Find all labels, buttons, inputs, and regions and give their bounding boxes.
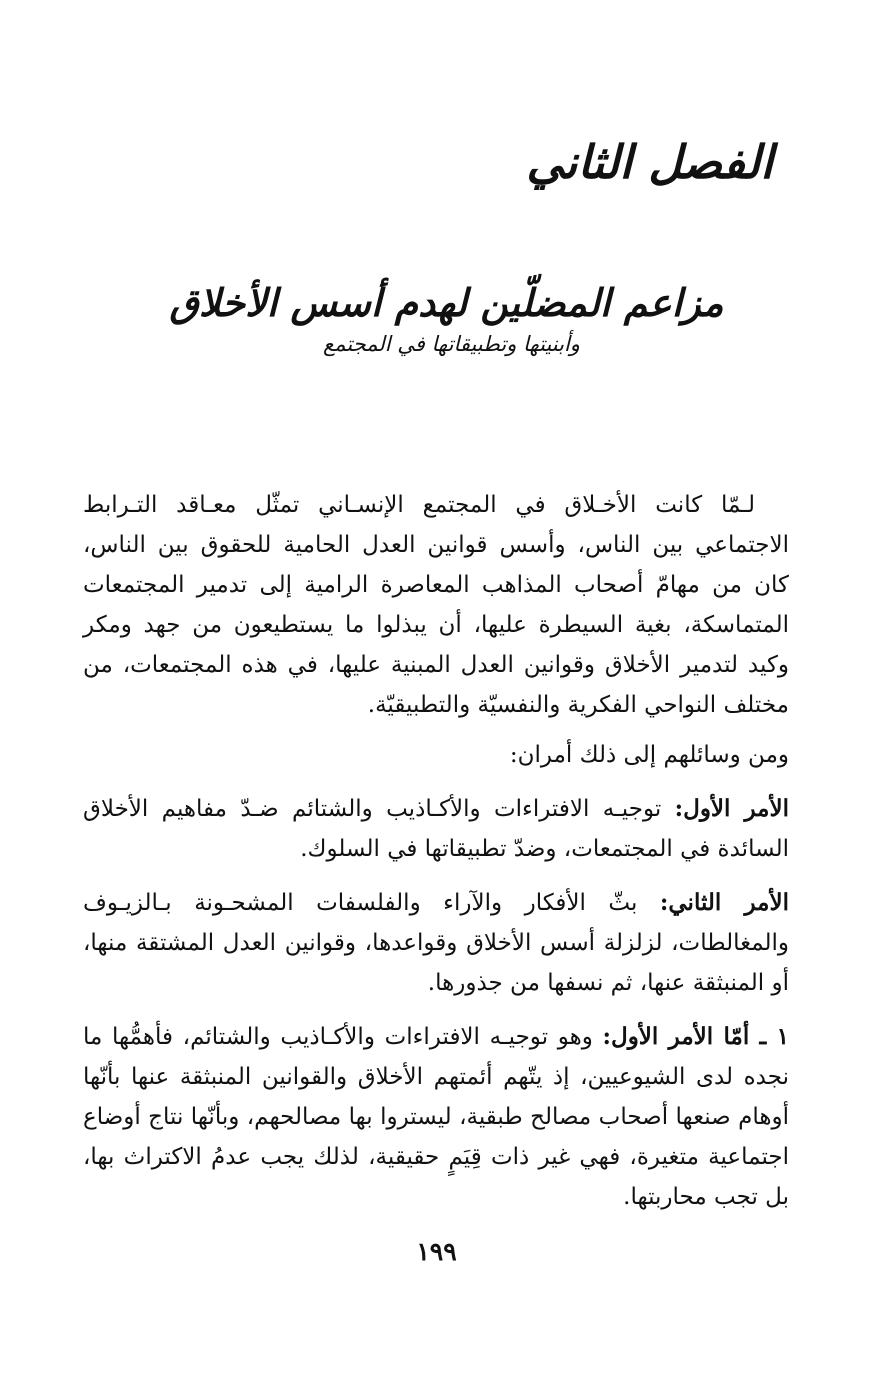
body-text: [83, 485, 789, 1217]
section-heading: [0, 278, 873, 359]
first-matter-text: توجيـه الافتراءات والأكـاذيب والشتائم ضـدّ مفاهيم الأخلاق السائدة في المجتمعات، وضدّ تطبيقاتها في السلوك.: [83, 796, 789, 862]
section-one-text: وهو توجيـه الافتراءات والأكـاذيب والشتائم، فأهمُّها ما نجده لدى الشيوعيين، إذ يتّهم أئمتهم الأخلاق والقوانين المنبثقة عنها بأنّها أوهام صنعها أصحاب مصالح طبقية، ليستروا بها مصالحهم، وبأنّها نتاج أوضاع اجتماعية متغيرة، فهي غير ذات قِيَمٍ حقيقية، لذلك يجب عدمُ الاكتراث بها، بل تجب محاربتها.: [83, 1024, 789, 1210]
second-matter-paragraph: [83, 883, 789, 1003]
list-intro-paragraph: ومن وسائلهم إلى ذلك أمران:: [509, 742, 789, 768]
section-one-label: ١ ـ أمّا الأمر الأول:: [602, 1023, 789, 1050]
second-matter-label: الأمر الثاني:: [659, 889, 790, 916]
second-matter-text: بثّ الأفكار والآراء والفلسفات المشحـونة بـالزيـوف والمغالطات، لزلزلة أسس الأخلاق وقواعدها، وقوانين العدل المشتقة منها، أو المنبثقة عنها، ثم نسفها من جذورها.: [83, 890, 789, 996]
page-number: ١٩٩: [416, 1237, 457, 1266]
first-matter-paragraph: [83, 789, 789, 869]
first-matter-label: الأمر الأول:: [674, 795, 790, 822]
section-subtitle: وأبنيتها وتطبيقاتها في المجتمع: [323, 332, 580, 357]
section-title: مزاعم المضلّين لهدم أسس الأخلاق: [169, 280, 724, 325]
intro-paragraph: لـمّا كانت الأخـلاق في المجتمع الإنسـاني تمثّل معـاقد التـرابط الاجتماعي بين الناس، وأسس قوانين العدل الحامية للحقوق بين الناس، كان من مهامّ أصحاب المذاهب المعاصرة الرامية إلى تدمير المجتمعات المتماسكة، بغية السيطرة عليها، أن يبذلوا ما يستطيعون من جهد ومكر وكيد لتدمير الأخلاق وقوانين العدل المبنية عليها، في هذه المجتمعات، من مختلف النواحي الفكرية والنفسيّة والتطبيقيّة.: [83, 492, 789, 718]
chapter-title: الفصل الثاني: [526, 135, 773, 189]
section-one-paragraph: [83, 1017, 789, 1217]
